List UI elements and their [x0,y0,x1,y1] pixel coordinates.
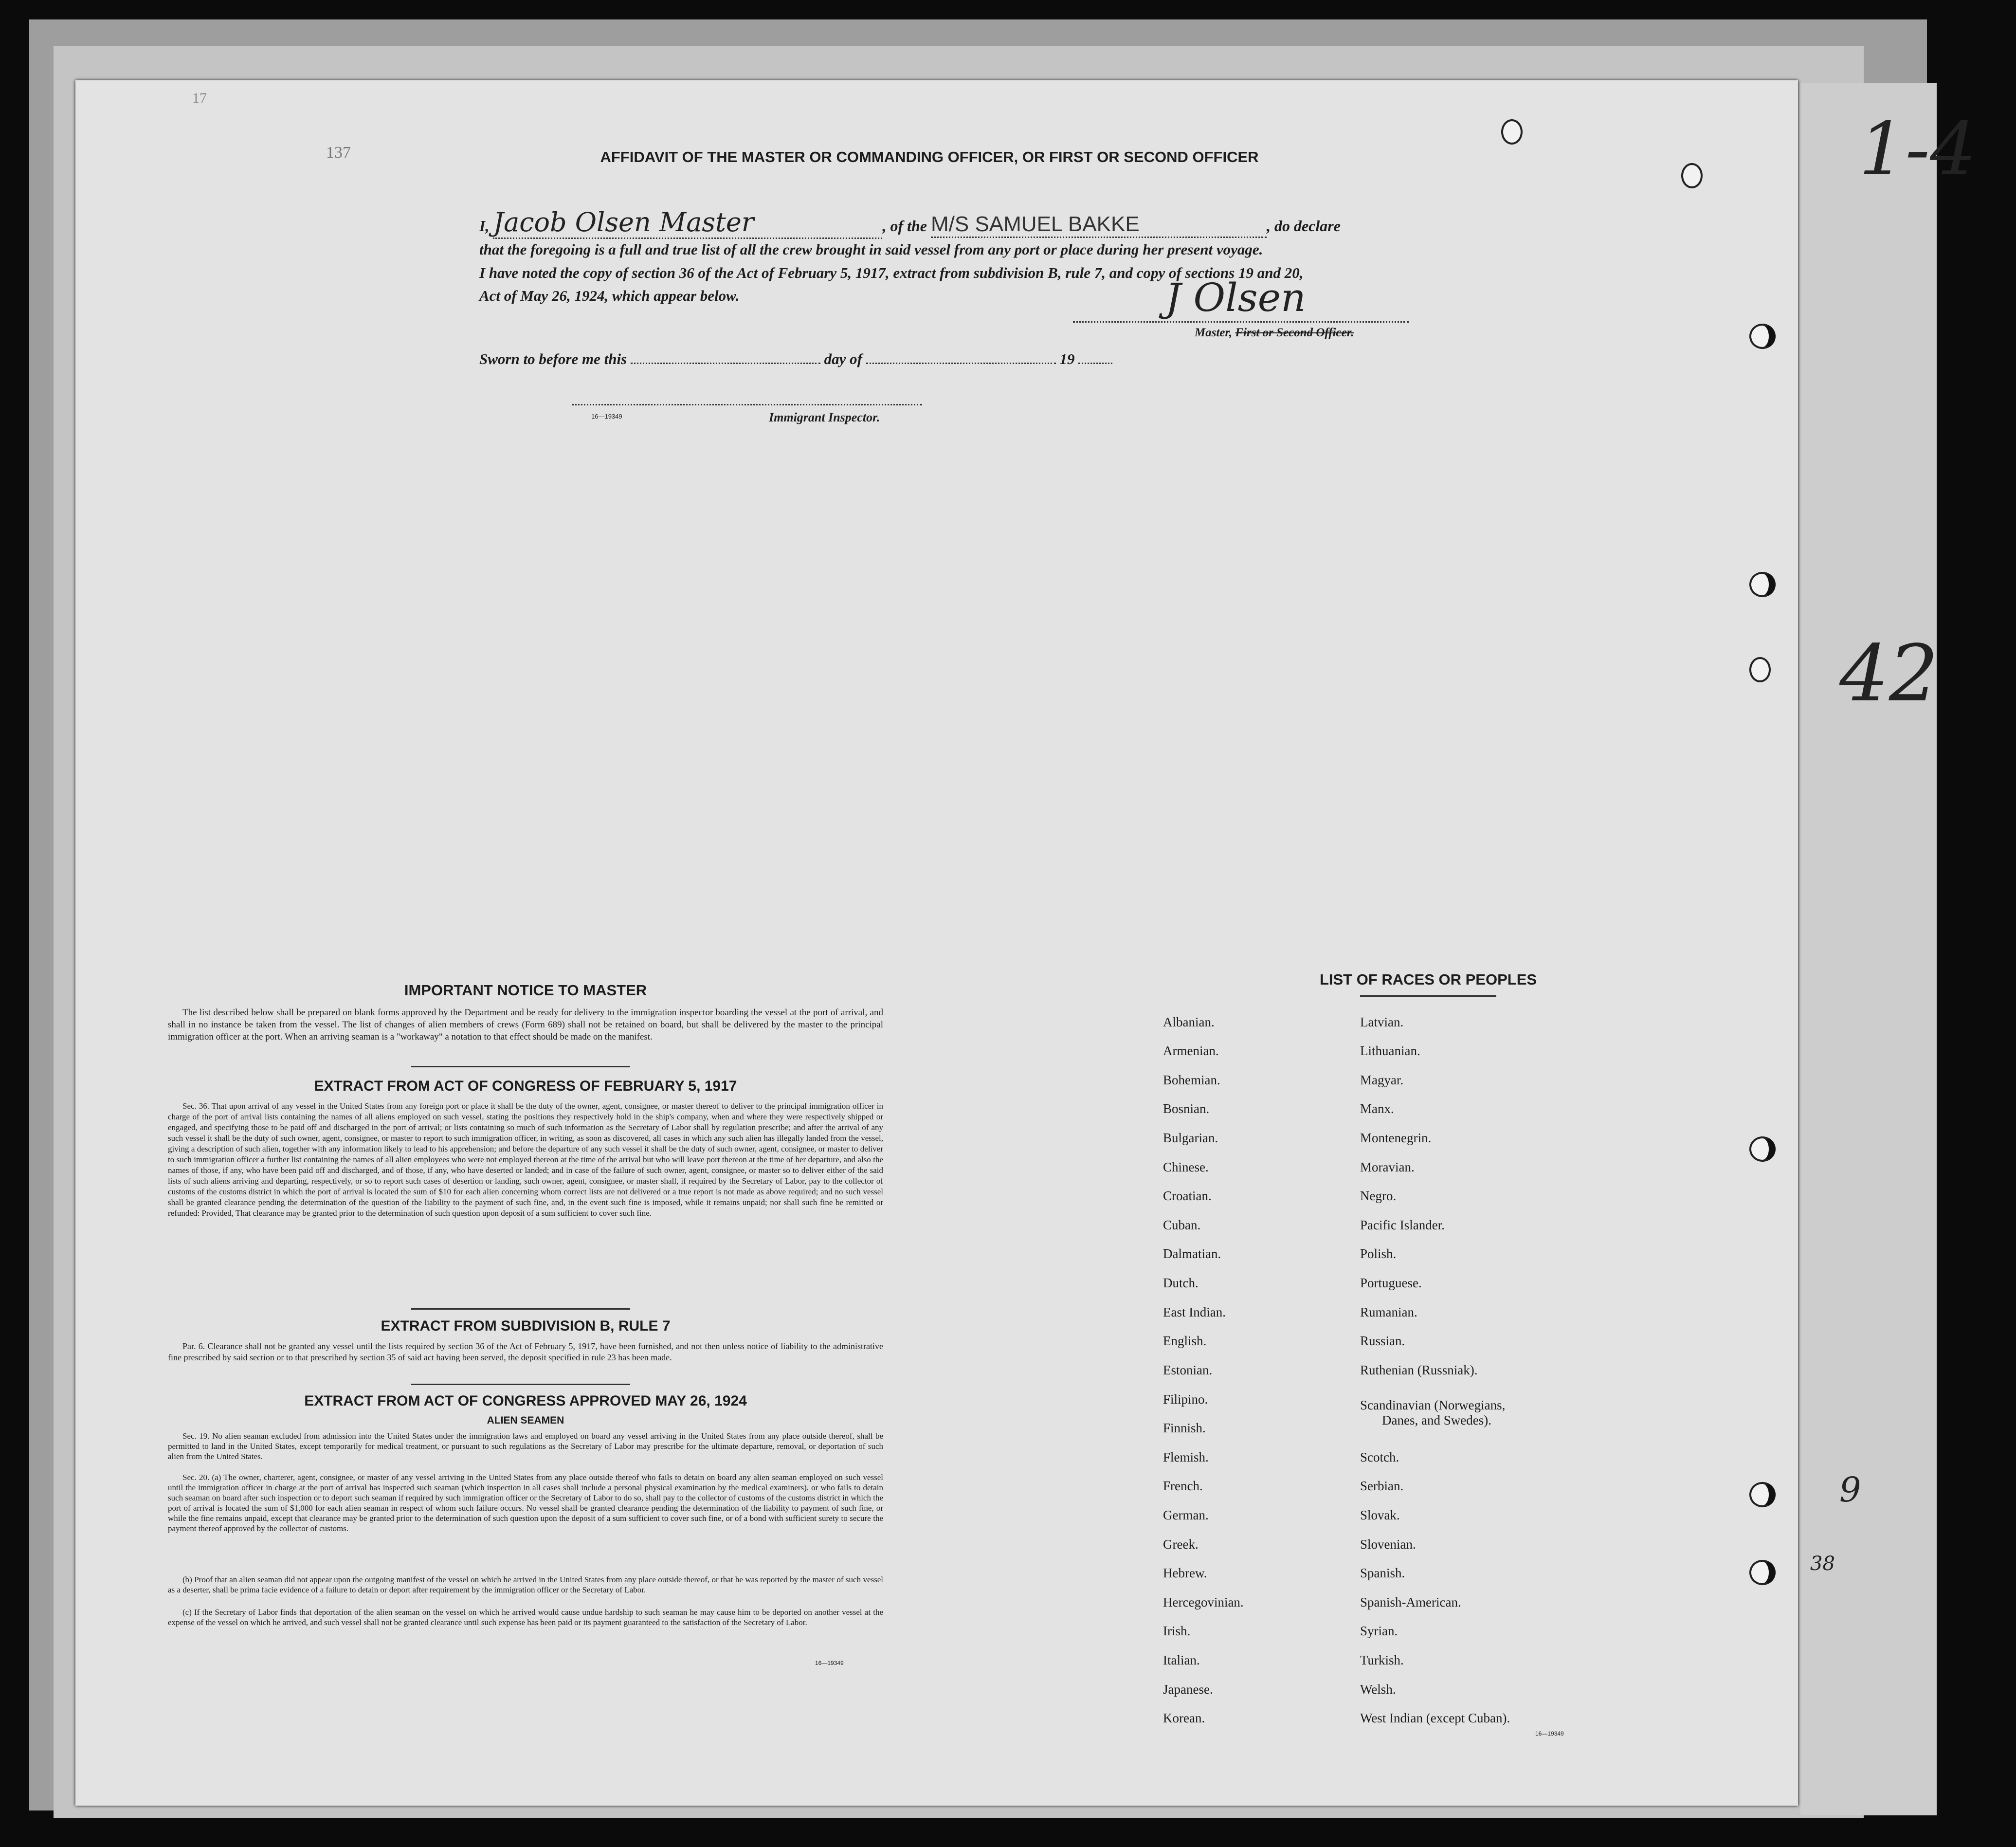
race-item: Korean. [1163,1711,1205,1725]
day-of-label: day of [824,350,862,367]
race-item: Latvian. [1360,1015,1404,1029]
vessel-name-field: M/S SAMUEL BAKKE [931,212,1267,238]
race-item: Manx. [1360,1101,1394,1116]
signature: J Olsen [1165,275,1306,320]
margin-mark-9: 9 [1839,1470,1861,1510]
divider [411,1066,630,1067]
punch-hole-icon [1501,119,1523,145]
inspector-caption: Immigrant Inspector. [769,410,880,424]
race-item: Polish. [1360,1246,1397,1261]
do-declare-label: , do declare [1267,217,1341,235]
punch-hole-icon [1749,572,1776,597]
races-form-number: 16—19349 [1535,1730,1564,1737]
caption-struck: First or Second Officer. [1235,326,1354,339]
race-item: Welsh. [1360,1682,1396,1697]
document-page [75,80,1798,1806]
affidavit-line-4: Act of May 26, 1924, which appear below. [479,287,740,304]
race-item: Negro. [1360,1189,1397,1203]
punch-hole-icon [1749,1560,1776,1585]
race-item: Ruthenian (Russniak). [1360,1363,1478,1377]
race-item: Estonian. [1163,1363,1213,1377]
master-name-field: Jacob Olsen Master [493,207,882,239]
race-item: Turkish. [1360,1653,1404,1667]
sworn-year-field [1078,363,1112,364]
of-the-label: , of the [882,217,927,235]
year-prefix: 19 [1059,350,1075,367]
margin-mark-42: 42 [1839,628,1939,719]
extract-1917-text: Sec. 36. That upon arrival of any vessel in the United States from any foreign port or place it shall be the duty of the owner, agent, consignee, or master thereof to deliver to the principal immigration officer in charge of the port of arrival lists containing the names of all aliens employed on such vessel, stating the positions they respectively hold in the ship's company, when and where they were respectively shipped or engaged, and specifying those to be paid off and discharged in the port of arrival; or lists containing so much of such information as the Secretary of Labor shall by regulation prescribe; and after the arrival of any such vessel it shall be the duty of such owner, agent, consignee, or master to report to such immigration officer, in writing, as soon as discovered, all cases in which any such alien has illegally landed from the vessel, giving a description of such alien, together with any information likely to lead to his apprehension; and before the departure of any such vessel it shall be the duty of such owner, agent, consignee, or master to deliver to such immigration officer a further list containing the names of all alien employees who were not employed thereon at the time of the arrival but who will leave port thereon at the time of her departure, and also the names of those, if any, who have been paid off and discharged, and of those, if any, who have deserted or landed; and in case of the failure of such owner, agent, consignee, or master so to deliver either of the said lists of such aliens arriving and departing, respectively, or so to report such cases of desertion or landing, such owner, agent, consignee, or master shall, if required by the Secretary of Labor, pay to the collector of customs of the customs district in which the port of arrival is located the sum of $10 for each alien concerning whom correct lists are not delivered or a true report is not made as above required; and no such vessel shall be granted clearance pending the determination of the question of the liability to the payment of such fine, and, in the event such fine is imposed, while it remains unpaid; nor shall such fine be remitted or refunded: Provided, That clearance may be granted prior to the determination of such question upon deposit of a sum sufficient to cover such fine. [168,1101,883,1218]
sec-19-text: Sec. 19. No alien seaman excluded from admission into the United States under the immigration laws and employed on board any vessel arriving in the United States from any place outside thereof, shall be permitted to land in the United States, except temporarily for medical treatment, or pursuant to such regulations as the Secretary of Labor may prescribe for the ultimate departure, removal, or deportation of such alien from the United States. [168,1431,883,1461]
caption-master: Master, [1195,326,1233,339]
race-item: Spanish. [1360,1566,1405,1580]
race-item: Portuguese. [1360,1276,1422,1290]
race-item: English. [1163,1334,1207,1348]
race-item: Bulgarian. [1163,1131,1218,1145]
extract-form-number: 16—19349 [815,1660,844,1666]
punch-hole-icon [1749,1136,1776,1162]
affidavit-form-number: 16—19349 [591,413,622,420]
race-item: Armenian. [1163,1043,1219,1058]
signature-caption [1195,326,1354,340]
punch-hole-icon [1749,324,1776,349]
race-item: Danes, and Swedes). [1382,1413,1491,1427]
race-item: Bosnian. [1163,1101,1210,1116]
divider [411,1384,630,1385]
race-item: West Indian (except Cuban). [1360,1711,1510,1725]
race-item: German. [1163,1508,1209,1522]
i-label: I, [479,217,490,235]
page-number: 137 [326,144,351,162]
sec-20c-text: (c) If the Secretary of Labor finds that deportation of the alien seaman on the vessel on which he arrived would cause undue hardship to such seaman he may cause him to be deported on another vessel at the expense of the vessel on which he arrived, and such vessel shall not be granted clearance until such expense has been paid or its payment guaranteed to the satisfaction of the Secretary of Labor. [168,1608,883,1627]
punch-hole-icon [1749,657,1771,682]
affidavit-line-1 [479,207,1506,236]
race-item: Rumanian. [1360,1305,1417,1319]
race-item: Chinese. [1163,1160,1209,1174]
race-item: Albanian. [1163,1015,1215,1029]
sworn-label: Sworn to before me this [479,350,627,367]
race-item: Serbian. [1360,1479,1404,1493]
race-item: Croatian. [1163,1189,1212,1203]
sworn-month-field [866,363,1056,364]
inspector-line [572,404,922,405]
race-item: Finnish. [1163,1421,1206,1435]
sworn-day-field [631,363,820,364]
margin-mark-38: 38 [1810,1553,1835,1575]
race-item: Slovak. [1360,1508,1400,1522]
race-item: Slovenian. [1360,1537,1416,1552]
race-item: Italian. [1163,1653,1200,1667]
race-item: Japanese. [1163,1682,1213,1697]
margin-mark-1-4: 1-4 [1859,107,1977,192]
race-item: Cuban. [1163,1218,1201,1232]
alien-seamen-subtitle: ALIEN SEAMEN [487,1415,564,1426]
punch-hole-icon [1749,1482,1776,1507]
race-item: Bohemian. [1163,1073,1220,1087]
extract-1924-title: EXTRACT FROM ACT OF CONGRESS APPROVED MAY 26, 1924 [304,1393,747,1409]
race-item: Dalmatian. [1163,1246,1221,1261]
race-item: Montenegrin. [1360,1131,1432,1145]
race-item: Scandinavian (Norwegians, [1360,1398,1506,1412]
race-item: Greek. [1163,1537,1199,1552]
divider [411,1308,630,1310]
page-stamp: 17 [192,90,207,106]
sec-20b-text: (b) Proof that an alien seaman did not appear upon the outgoing manifest of the vessel on which he arrived in the United States from any place outside thereof, or that he was reported by the master of such vessel as a deserter, shall be prima facie evidence of a failure to detain or deport after requirement by the immigration officer or the Secretary of Labor. [168,1575,883,1594]
affidavit-title: AFFIDAVIT OF THE MASTER OR COMMANDING OFFICER, OR FIRST OR SECOND OFFICER [600,148,1259,165]
rule-7-title: EXTRACT FROM SUBDIVISION B, RULE 7 [381,1318,671,1334]
race-item: Dutch. [1163,1276,1199,1290]
race-item: East Indian. [1163,1305,1226,1319]
signature-line [1073,321,1409,323]
affidavit-line-2: that the foregoing is a full and true list of all the crew brought in said vessel from any port or place during her present voyage. [479,241,1263,258]
punch-hole-icon [1681,163,1703,188]
race-item: Flemish. [1163,1450,1209,1464]
race-item: Syrian. [1360,1624,1398,1638]
race-item: Irish. [1163,1624,1191,1638]
notice-title: IMPORTANT NOTICE TO MASTER [404,982,647,999]
race-item: Russian. [1360,1334,1405,1348]
sec-20a-text: Sec. 20. (a) The owner, charterer, agent, consignee, or master of any vessel arriving in the United States from any place outside thereof who fails to detain on board any alien seaman employed on such vessel until the immigration officer in charge at the port of arrival has inspected such seaman (which inspection in all cases shall include a personal physical examination by the medical examiners), or who fails to detain such seaman on board after such inspection or to deport such seaman if required by such immigration officer or the Secretary of Labor to do so, shall pay to the collector of customs of the customs district in which the port of arrival is located the sum of $1,000 for each alien seaman in respect of whom such failure occurs. No vessel shall be granted clearance pending the determination of the liability to payment of such fine, or while the fine remains unpaid, except that clearance may be granted prior to the determination of such question upon the deposit of a sum sufficient to cover such fine, or of a bond with sufficient surety to secure the payment thereof approved by the collector of customs. [168,1473,883,1533]
rule-7-text: Par. 6. Clearance shall not be granted any vessel until the lists required by section 36 of the Act of February 5, 1917, have been furnished, and not then unless notice of liability to the administrative fine prescribed by said section or to that prescribed by section 35 of said act having been served, the deposit specified in rule 23 has been made. [168,1341,883,1362]
sworn-line [479,350,1258,368]
race-item: Hebrew. [1163,1566,1207,1580]
affidavit-line-3: I have noted the copy of section 36 of the Act of February 5, 1917, extract from subdivision B, rule 7, and copy of sections 19 and 20, [479,264,1304,281]
race-item: Magyar. [1360,1073,1404,1087]
race-item: French. [1163,1479,1203,1493]
race-item: Lithuanian. [1360,1043,1420,1058]
race-item: Moravian. [1360,1160,1415,1174]
race-item: Scotch. [1360,1450,1399,1464]
extract-1917-title: EXTRACT FROM ACT OF CONGRESS OF FEBRUARY 5, 1917 [314,1078,737,1094]
race-item: Spanish-American. [1360,1595,1461,1609]
notice-text: The list described below shall be prepared on blank forms approved by the Department and be ready for delivery to the immigration inspector boarding the vessel at the port of arrival, and shall in no instance be taken from the vessel. The list of changes of alien members of crews (Form 689) shall not be retained on board, but shall be delivered by the master to the principal immigration officer at the port. When an arriving seaman is a "workaway" a notation to that effect should be made on the manifest. [168,1007,883,1042]
divider [1360,995,1496,997]
race-item: Pacific Islander. [1360,1218,1445,1232]
race-item: Hercegovinian. [1163,1595,1244,1609]
race-item: Filipino. [1163,1392,1208,1407]
races-title: LIST OF RACES OR PEOPLES [1319,971,1537,988]
